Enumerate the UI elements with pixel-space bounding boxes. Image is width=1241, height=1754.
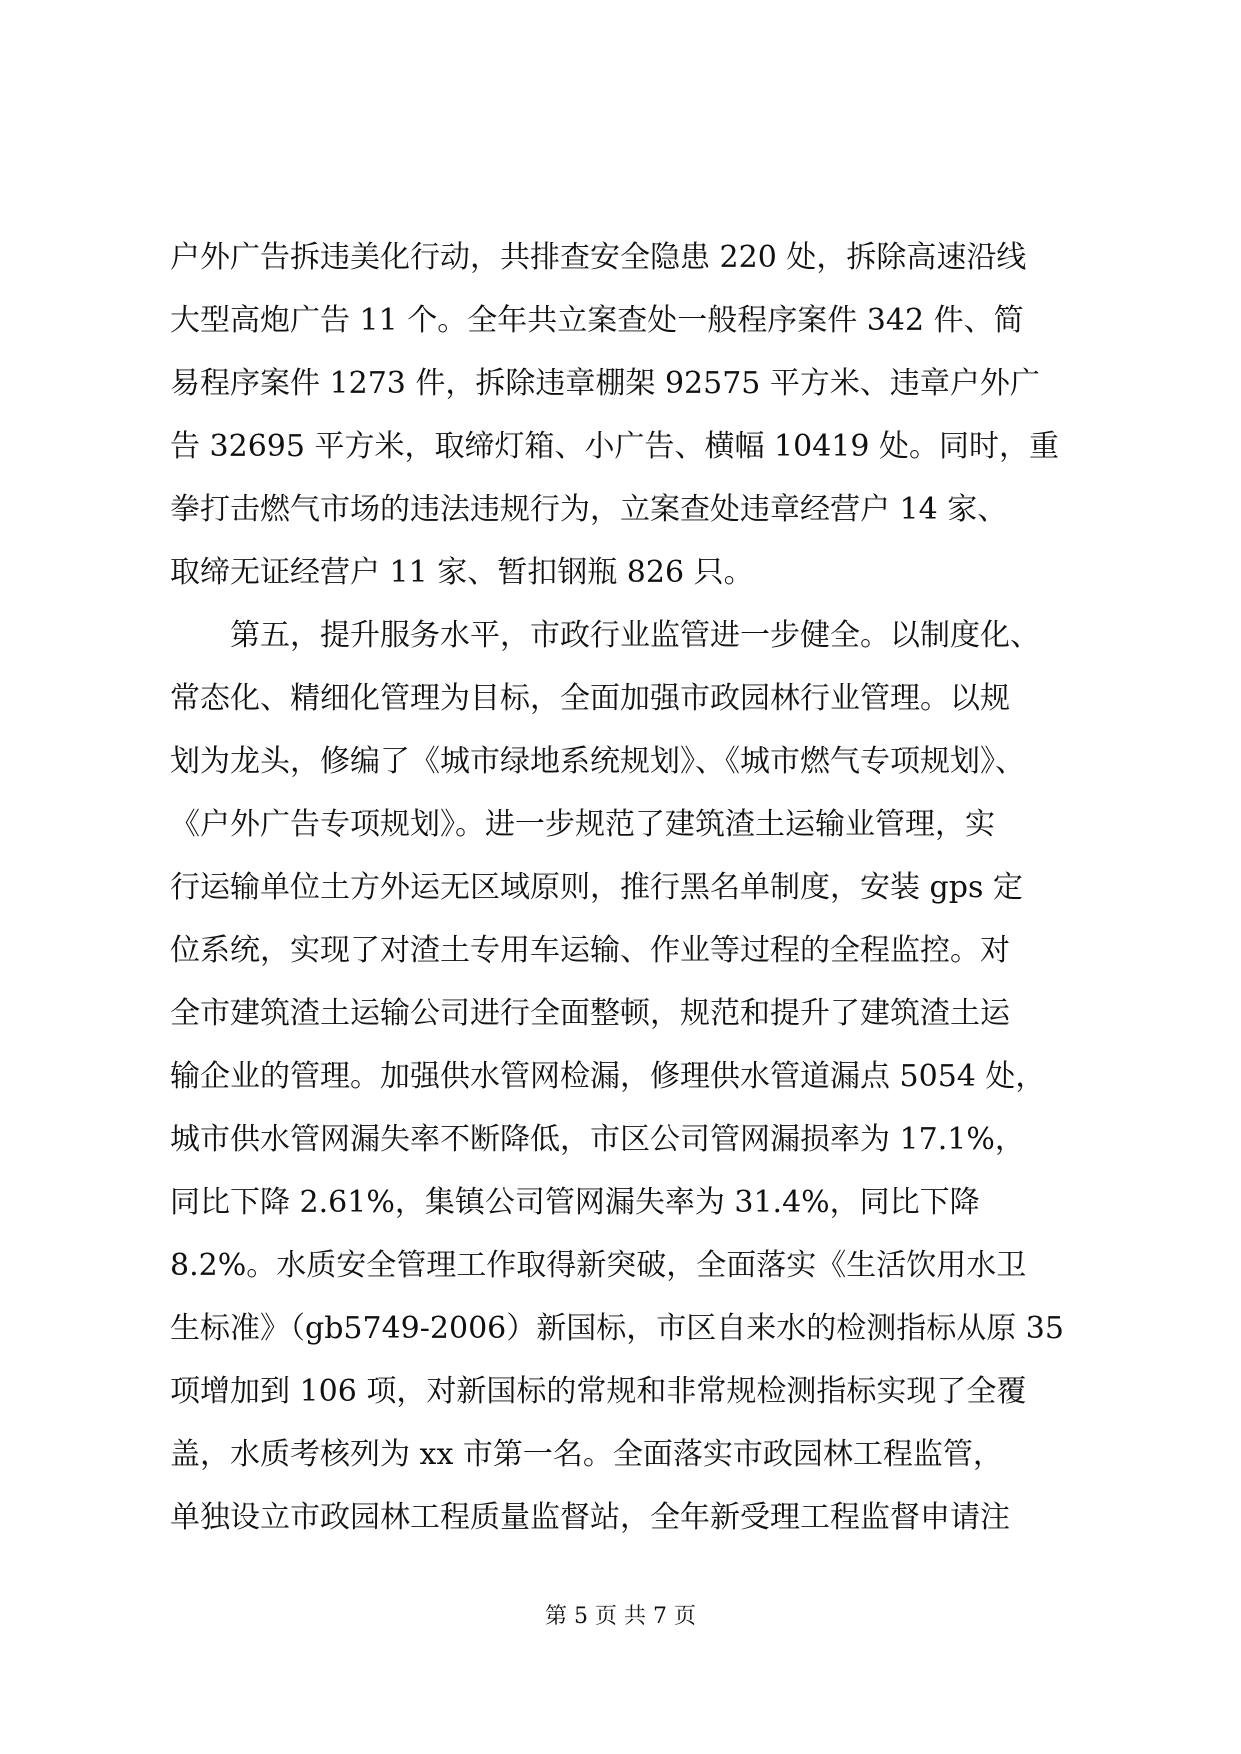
text-line: 拳打击燃气市场的违法违规行为，立案查处违章经营户 14 家、	[170, 492, 1008, 527]
text-line: 输企业的管理。加强供水管网检漏，修理供水管道漏点 5054 处，	[170, 1059, 1046, 1094]
text-line: 城市供水管网漏失率不断降低，市区公司管网漏损率为 17.1%，	[170, 1122, 1025, 1157]
text-line: 易程序案件 1273 件，拆除违章棚架 92575 平方米、违章户外广	[170, 366, 1040, 401]
text-line: 同比下降 2.61%，集镇公司管网漏失率为 31.4%，同比下降	[170, 1185, 980, 1220]
text-line: 告 32695 平方米，取缔灯箱、小广告、横幅 10419 处。同时，重	[170, 429, 1060, 464]
text-line: 取缔无证经营户 11 家、暂扣钢瓶 826 只。	[170, 555, 754, 590]
text-line: 位系统，实现了对渣土专用车运输、作业等过程的全程监控。对	[170, 933, 1010, 968]
text-line: 户外广告拆违美化行动，共排查安全隐患 220 处，拆除高速沿线	[170, 240, 1027, 275]
body-text	[170, 240, 1090, 1566]
text-line: 单独设立市政园林工程质量监督站，全年新受理工程监督申请注	[170, 1500, 1010, 1535]
text-line: 项增加到 106 项，对新国标的常规和非常规检测指标实现了全覆	[170, 1374, 1027, 1409]
text-line: 行运输单位土方外运无区域原则，推行黑名单制度，安装 gps 定	[170, 870, 1023, 905]
text-line: 8.2%。水质安全管理工作取得新突破，全面落实《生活饮用水卫	[170, 1248, 1027, 1283]
text-line: 大型高炮广告 11 个。全年共立案查处一般程序案件 342 件、简	[170, 303, 1024, 338]
text-line: 《户外广告专项规划》。进一步规范了建筑渣土运输业管理，实	[170, 807, 995, 842]
text-line: 生标准》（gb5749-2006）新国标，市区自来水的检测指标从原 35	[170, 1311, 1064, 1346]
text-line: 全市建筑渣土运输公司进行全面整顿，规范和提升了建筑渣土运	[170, 996, 1010, 1031]
text-line: 盖，水质考核列为 xx 市第一名。全面落实市政园林工程监管，	[170, 1437, 1003, 1472]
paragraph-start-line: 第五，提升服务水平，市政行业监管进一步健全。以制度化、	[170, 618, 1040, 653]
text-line: 划为龙头，修编了《城市绿地系统规划》、《城市燃气专项规划》、	[170, 744, 1025, 779]
page-number-footer: 第 5 页 共 7 页	[545, 1604, 696, 1629]
text-line: 常态化、精细化管理为目标，全面加强市政园林行业管理。以规	[170, 681, 1010, 716]
